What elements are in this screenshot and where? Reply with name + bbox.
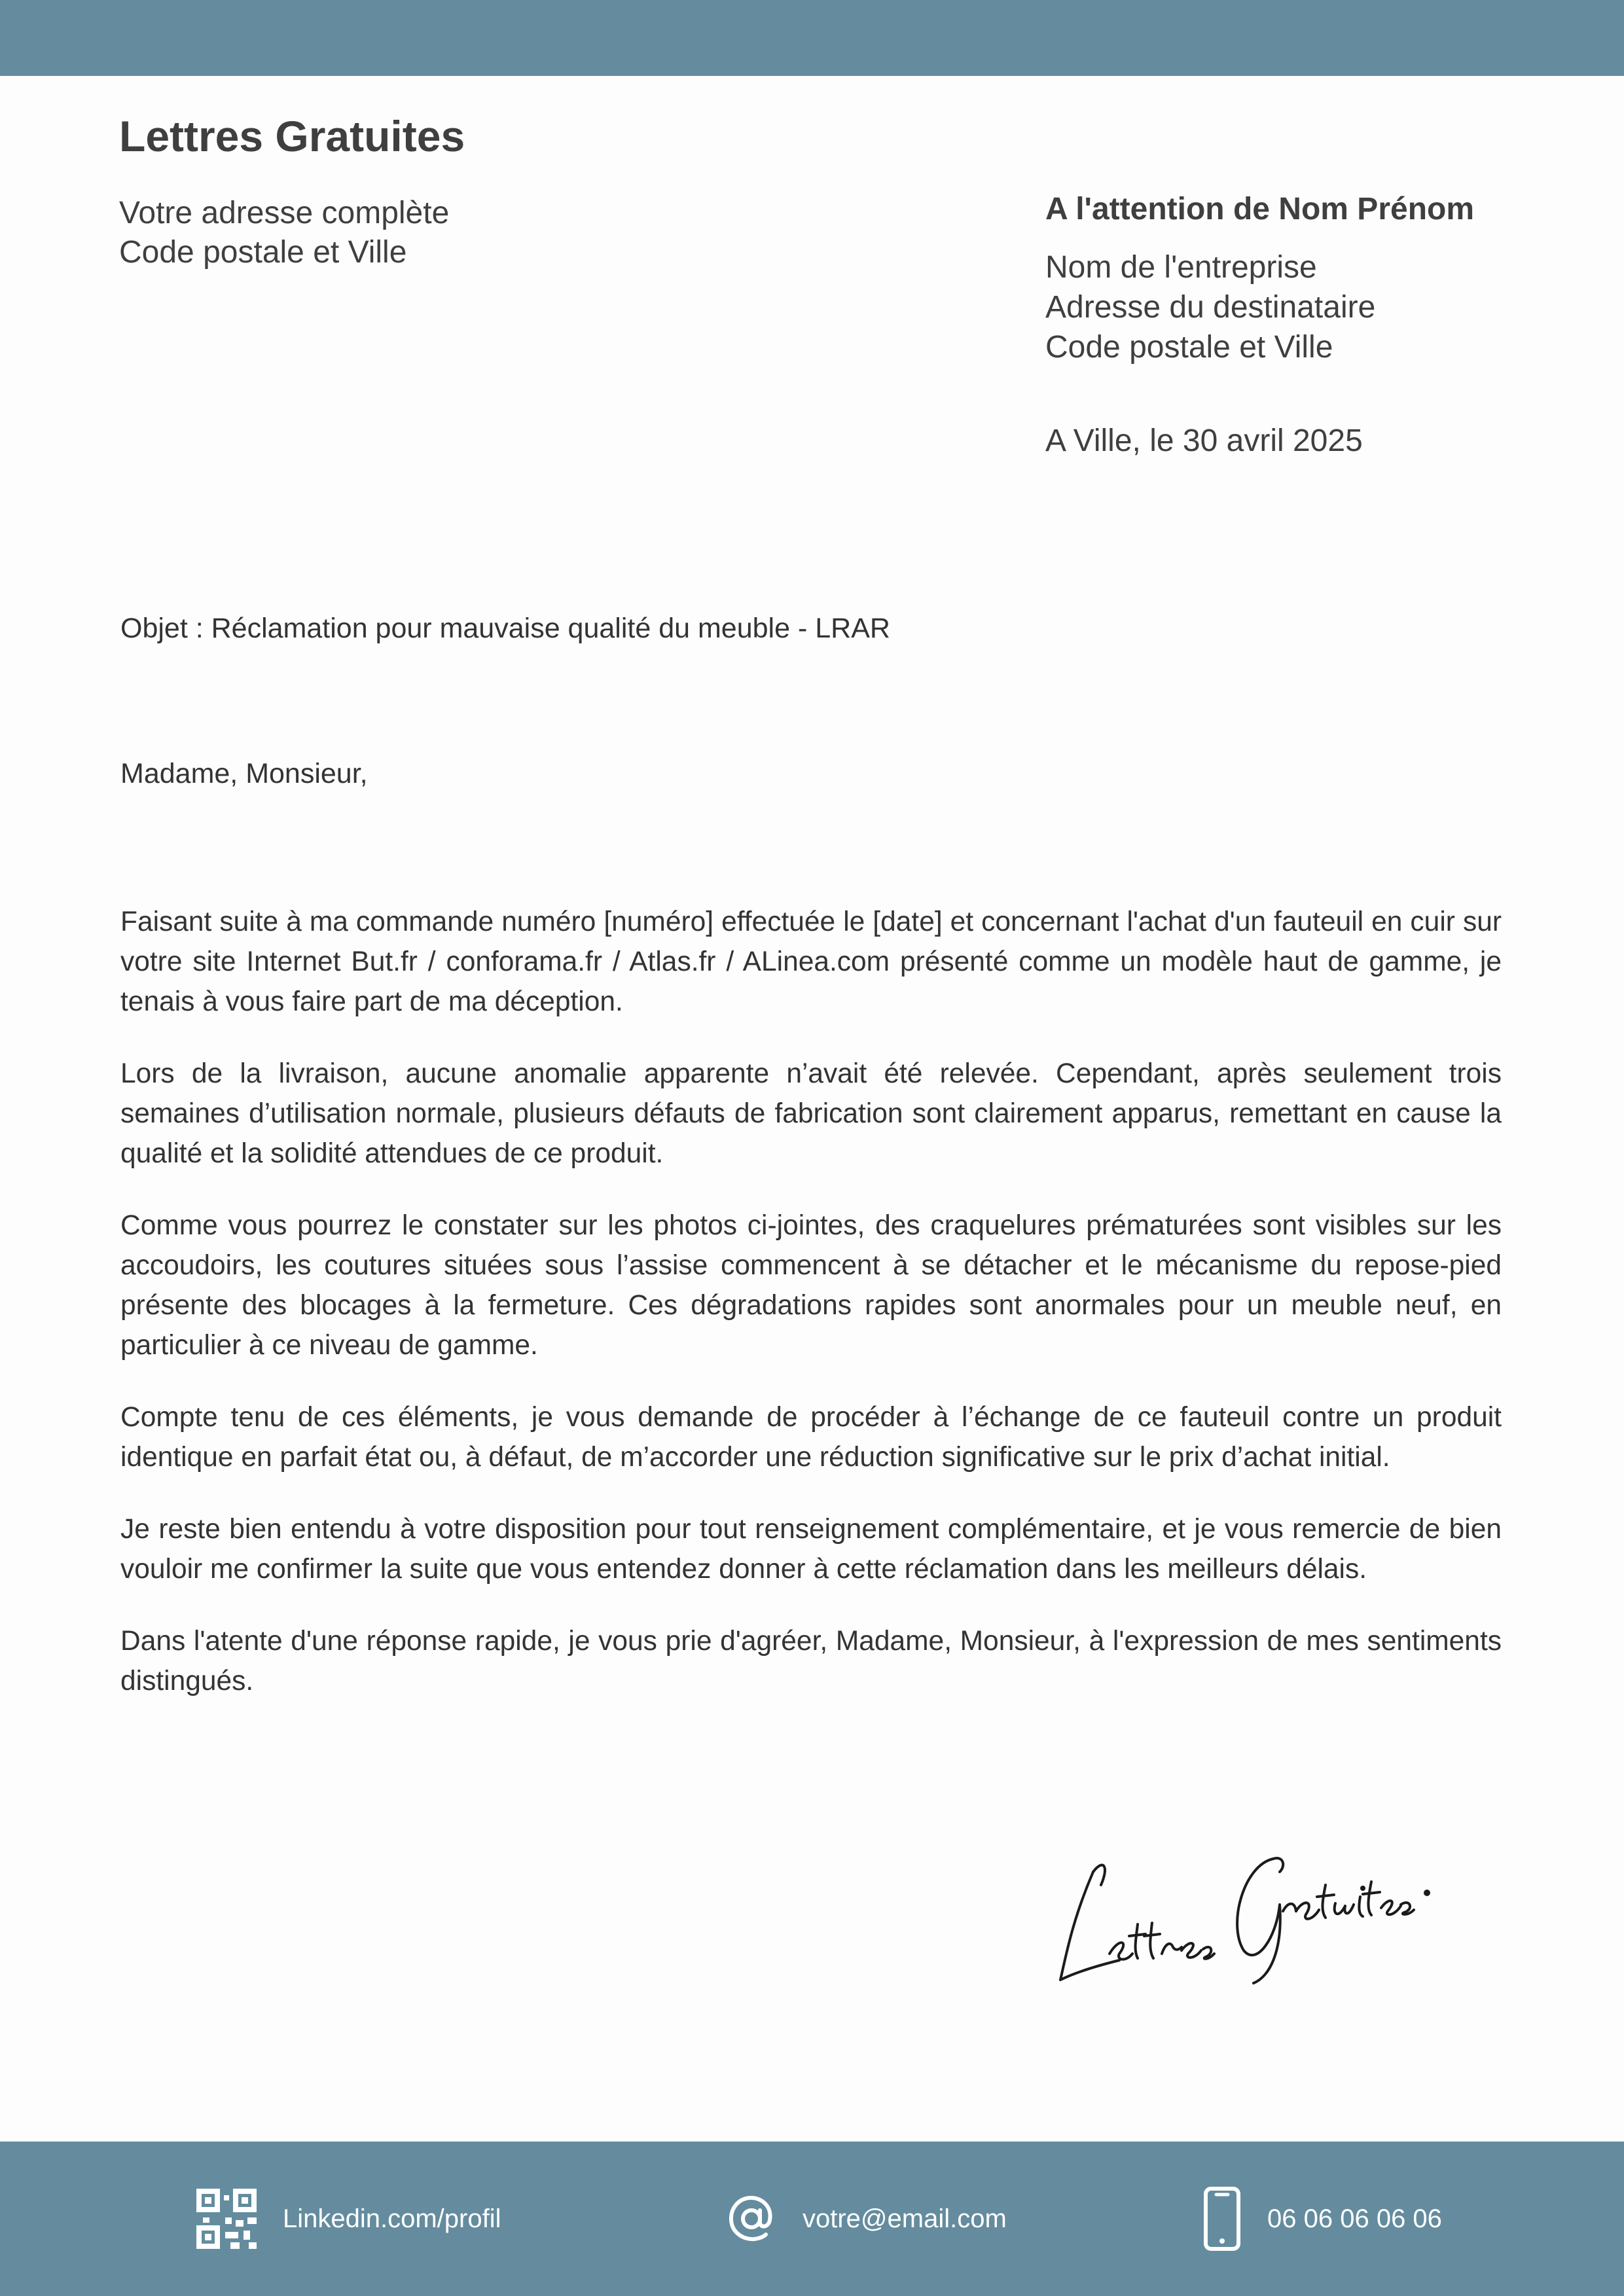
recipient-company: Nom de l'entreprise xyxy=(1045,250,1317,285)
email-address[interactable]: votre@email.com xyxy=(803,2204,1007,2233)
sender-name: Lettres Gratuites xyxy=(119,112,465,160)
body-paragraph: Comme vous pourrez le constater sur les photos ci-jointes, des craquelures prématurées sont visibles sur les accoudoirs, les coutures situées sous l’assise commencent à se détacher et le mécanisme du repose-pied présente des blocages à la fermeture. Ces dégradations rapides sont anormales pour un meuble neuf, en particulier à ce niveau de gamme. xyxy=(120,1210,1502,1361)
sender-city-line: Code postale et Ville xyxy=(119,235,407,270)
recipient-street: Adresse du destinataire xyxy=(1045,290,1376,325)
sender-address-line: Votre adresse complète xyxy=(119,196,450,230)
body-paragraph: Dans l'atente d'une réponse rapide, je vous prie d'agréer, Madame, Monsieur, à l'expression de mes sentiments distingués. xyxy=(120,1626,1502,1696)
phone-number[interactable]: 06 06 06 06 06 xyxy=(1267,2204,1442,2233)
body-paragraph: Je reste bien entendu à votre disposition pour tout renseignement complémentaire, et je vous remercie de bien vouloir me confirmer la suite que vous entendez donner à cette réclamation dans les meilleurs délais. xyxy=(120,1514,1502,1585)
footer-linkedin[interactable] xyxy=(196,2186,501,2251)
linkedin-link[interactable]: Linkedin.com/profil xyxy=(283,2204,501,2233)
at-sign-icon xyxy=(727,2194,776,2244)
body-paragraph: Faisant suite à ma commande numéro [numéro] effectuée le [date] et concernant l'achat d'un fauteuil en cuir sur votre site Internet But.fr / conforama.fr / Atlas.fr / ALinea.com présenté comme un modèle haut de gamme, je tenais à vous faire part de ma déception. xyxy=(120,906,1502,1017)
recipient-address xyxy=(1045,247,1375,367)
qr-code-icon xyxy=(196,2189,257,2249)
header-band xyxy=(0,0,1624,76)
body-paragraph: Compte tenu de ces éléments, je vous demande de procéder à l’échange de ce fauteuil contre un produit identique en parfait état ou, à défaut, de m’accorder une réduction significative sur le prix d’achat initial. xyxy=(120,1402,1502,1473)
recipient-attention: A l'attention de Nom Prénom xyxy=(1045,192,1475,226)
letter-date: A Ville, le 30 avril 2025 xyxy=(1045,423,1363,458)
body-paragraph: Lors de la livraison, aucune anomalie apparente n’avait été relevée. Cependant, après seulement trois semaines d’utilisation normale, plusieurs défauts de fabrication sont clairement apparus, remettant en cause la qualité et la solidité attendues de ce produit. xyxy=(120,1058,1502,1169)
recipient-city: Code postale et Ville xyxy=(1045,330,1333,365)
letter-subject: Objet : Réclamation pour mauvaise qualité du meuble - LRAR xyxy=(120,613,890,644)
phone-icon xyxy=(1203,2186,1241,2251)
letter-greeting: Madame, Monsieur, xyxy=(120,758,368,789)
footer-phone[interactable] xyxy=(1203,2186,1442,2251)
handwritten-signature xyxy=(1047,1820,1440,2003)
sender-address xyxy=(119,194,449,272)
letter-body xyxy=(120,902,1502,1733)
footer-email[interactable] xyxy=(727,2186,1007,2251)
